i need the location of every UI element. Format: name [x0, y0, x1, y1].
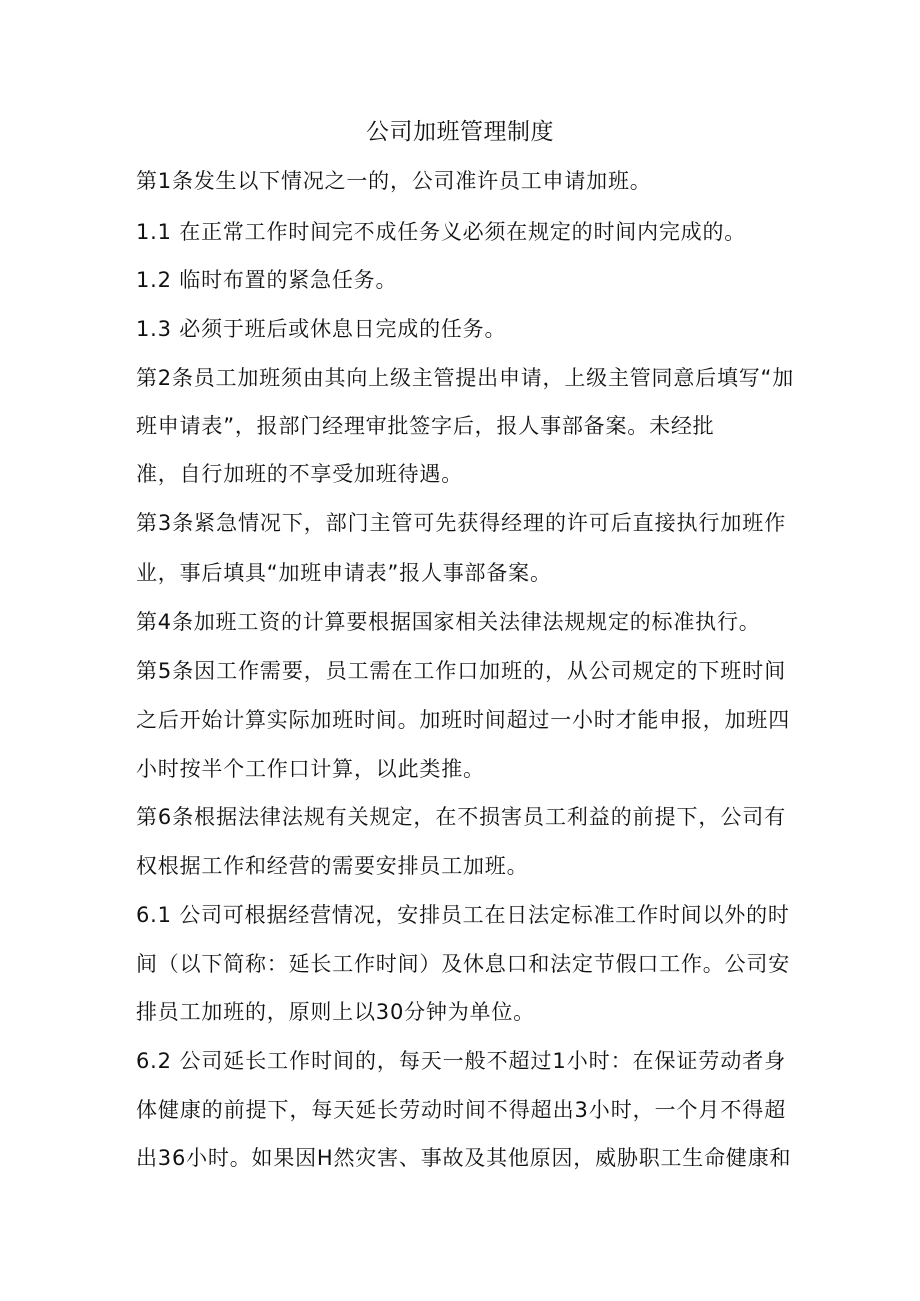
text-line: 第2条员工加班须由其向上级主管提出申请，上级主管同意后填写“加	[136, 366, 795, 390]
text-line: 小时按半个工作口计算，以此类推。	[136, 757, 485, 781]
text-line: 第1条发生以下情况之一的，公司准许员工申请加班。	[136, 169, 652, 193]
text-line: 1.1 在正常工作时间完不成任务义必须在规定的时间内完成的。	[136, 220, 747, 244]
text-line: 第3条紧急情况下，部门主管可先获得经理的许可后直接执行加班作	[136, 511, 786, 535]
text-line: 出36小时。如果因H然灾害、事故及其他原因，威胁职工生命健康和	[136, 1146, 792, 1170]
text-line: 班申请表”，报部门经理审批签字后，报人事部备案。未经批	[136, 414, 715, 438]
text-line: 第5条因工作需要，员工需在工作口加班的，从公司规定的下班时间	[136, 659, 786, 683]
text-line: 准，自行加班的不享受加班待遇。	[136, 462, 463, 486]
text-line: 业，事后填具“加班申请表”报人事部备案。	[136, 561, 552, 585]
text-line: 排员工加班的，原则上以30分钟为单位。	[136, 1000, 535, 1024]
text-line: 6.2 公司延长工作时间的，每天一般不超过1小时：在保证劳动者身	[136, 1049, 786, 1073]
text-line: 之后开始计算实际加班时间。加班时间超过一小时才能申报，加班四	[136, 708, 790, 732]
text-line: 第4条加班工资的计算要根据国家相关法律法规规定的标准执行。	[136, 610, 761, 634]
text-line: 体健康的前提下，每天延长劳动时间不得超出3小时，一个月不得超	[136, 1098, 786, 1122]
text-line: 6.1 公司可根据经营情况，安排员工在日法定标准工作时间以外的时	[136, 903, 790, 927]
document-title: 公司加班管理制度	[366, 119, 554, 145]
text-line: 1.2 临时布置的紧急任务。	[136, 268, 398, 292]
text-line: 1.3 必须于班后或休息日完成的任务。	[136, 317, 507, 341]
text-line: 权根据工作和经营的需要安排员工加班。	[136, 854, 529, 878]
text-line: 第6条根据法律法规有关规定，在不损害员工利益的前提下，公司有	[136, 805, 786, 829]
text-line: 间（以下简称：延长工作时间）及休息口和法定节假口工作。公司安	[136, 952, 790, 976]
